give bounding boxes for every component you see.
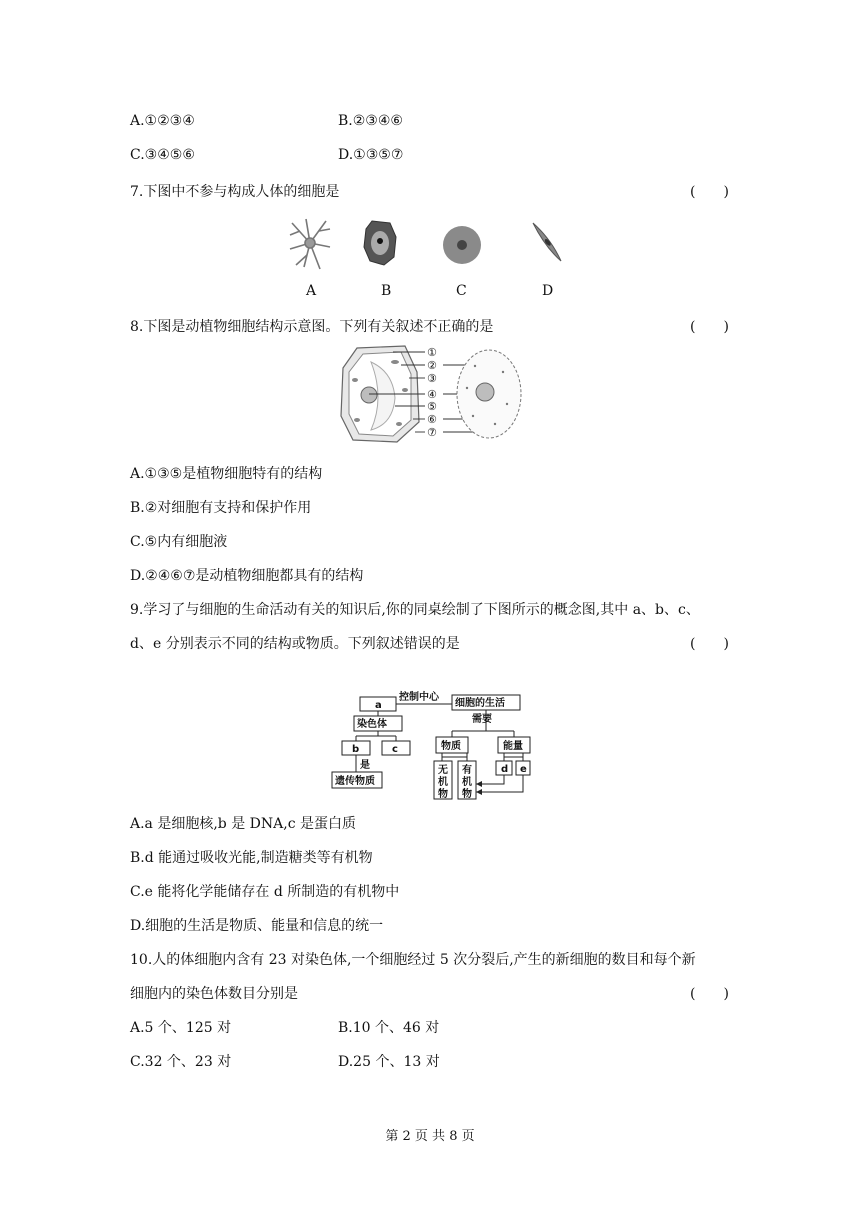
q8-answer-bracket: ( ) bbox=[690, 319, 729, 335]
map-inorganic-3: 物 bbox=[438, 789, 448, 800]
spindle-cell-image bbox=[533, 223, 561, 261]
map-a: a bbox=[375, 700, 382, 711]
map-need: 需要 bbox=[472, 714, 492, 725]
animal-cell-drawing bbox=[457, 350, 521, 438]
q7-stem: 7.下图中不参与构成人体的细胞是 bbox=[130, 184, 340, 200]
q8-option-a: A.①③⑤是植物细胞特有的结构 bbox=[130, 466, 323, 482]
map-chromosome: 染色体 bbox=[357, 719, 387, 730]
q7-cell-images bbox=[260, 210, 600, 280]
neuron-cell-image bbox=[290, 219, 330, 269]
q10-answer-bracket: ( ) bbox=[690, 986, 729, 1002]
q8-stem: 8.下图是动植物细胞结构示意图。下列有关叙述不正确的是 bbox=[130, 319, 494, 335]
cell-life-concept-map bbox=[330, 688, 540, 800]
q9-option-a: A.a 是细胞核,b 是 DNA,c 是蛋白质 bbox=[130, 816, 356, 832]
map-b: b bbox=[352, 744, 360, 755]
map-organic-2: 机 bbox=[462, 777, 472, 788]
round-cell-image bbox=[443, 226, 481, 264]
page-footer: 第 2 页 共 8 页 bbox=[385, 1129, 475, 1144]
q10-option-b: B.10 个、46 对 bbox=[338, 1020, 440, 1036]
plant-animal-cell-diagram bbox=[335, 342, 535, 446]
map-c: c bbox=[392, 744, 398, 755]
map-organic-1: 有 bbox=[462, 765, 472, 776]
q7-label-a: A bbox=[306, 283, 317, 299]
map-inorganic-2: 机 bbox=[438, 777, 448, 788]
map-d: d bbox=[501, 764, 509, 775]
q7-label-c: C bbox=[456, 283, 467, 299]
map-energy: 能量 bbox=[503, 741, 523, 752]
q9-option-d: D.细胞的生活是物质、能量和信息的统一 bbox=[130, 918, 384, 934]
q9-stem-line1: 9.学习了与细胞的生命活动有关的知识后,你的同桌绘制了下图所示的概念图,其中 a、b、c、 bbox=[130, 602, 700, 618]
q10-option-c: C.32 个、23 对 bbox=[130, 1054, 232, 1070]
q7-label-d: D bbox=[542, 283, 554, 299]
map-e: e bbox=[520, 764, 527, 775]
q9-stem-line2: d、e 分别表示不同的结构或物质。下列叙述错误的是 bbox=[130, 636, 460, 652]
q10-option-d: D.25 个、13 对 bbox=[338, 1054, 440, 1070]
q9-option-c: C.e 能将化学能储存在 d 所制造的有机物中 bbox=[130, 884, 400, 900]
q8-diagram-label-6: ⑥ bbox=[427, 413, 437, 426]
q8-diagram-label-4: ④ bbox=[427, 388, 437, 401]
q7-answer-bracket: ( ) bbox=[690, 184, 729, 200]
q6-option-c: C.③④⑤⑥ bbox=[130, 147, 195, 163]
map-matter: 物质 bbox=[441, 741, 461, 752]
q8-option-b: B.②对细胞有支持和保护作用 bbox=[130, 500, 312, 516]
q8-option-d: D.②④⑥⑦是动植物细胞都具有的结构 bbox=[130, 568, 364, 584]
q8-diagram-label-7: ⑦ bbox=[427, 426, 437, 439]
q6-option-b: B.②③④⑥ bbox=[338, 113, 403, 129]
q9-answer-bracket: ( ) bbox=[690, 636, 729, 652]
q6-option-d: D.①③⑤⑦ bbox=[338, 147, 404, 163]
q8-diagram-label-3: ③ bbox=[427, 372, 437, 385]
map-genetic-material: 遗传物质 bbox=[335, 776, 375, 787]
q10-stem-line2: 细胞内的染色体数目分别是 bbox=[130, 986, 298, 1002]
map-is: 是 bbox=[360, 760, 370, 771]
map-cell-life: 细胞的生活 bbox=[455, 698, 505, 709]
map-control-center: 控制中心 bbox=[399, 692, 439, 703]
q8-diagram-label-5: ⑤ bbox=[427, 400, 437, 413]
map-inorganic-1: 无 bbox=[438, 765, 448, 776]
q8-option-c: C.⑤内有细胞液 bbox=[130, 534, 228, 550]
plant-cell-image bbox=[364, 221, 396, 265]
q10-option-a: A.5 个、125 对 bbox=[130, 1020, 232, 1036]
q10-stem-line1: 10.人的体细胞内含有 23 对染色体,一个细胞经过 5 次分裂后,产生的新细胞的数目和每个新 bbox=[130, 952, 696, 968]
map-organic-3: 物 bbox=[462, 789, 472, 800]
q8-diagram-label-2: ② bbox=[427, 359, 437, 372]
q6-option-a: A.①②③④ bbox=[130, 113, 195, 129]
q9-option-b: B.d 能通过吸收光能,制造糖类等有机物 bbox=[130, 850, 373, 866]
q7-label-b: B bbox=[381, 283, 392, 299]
q8-diagram-label-1: ① bbox=[427, 346, 437, 359]
